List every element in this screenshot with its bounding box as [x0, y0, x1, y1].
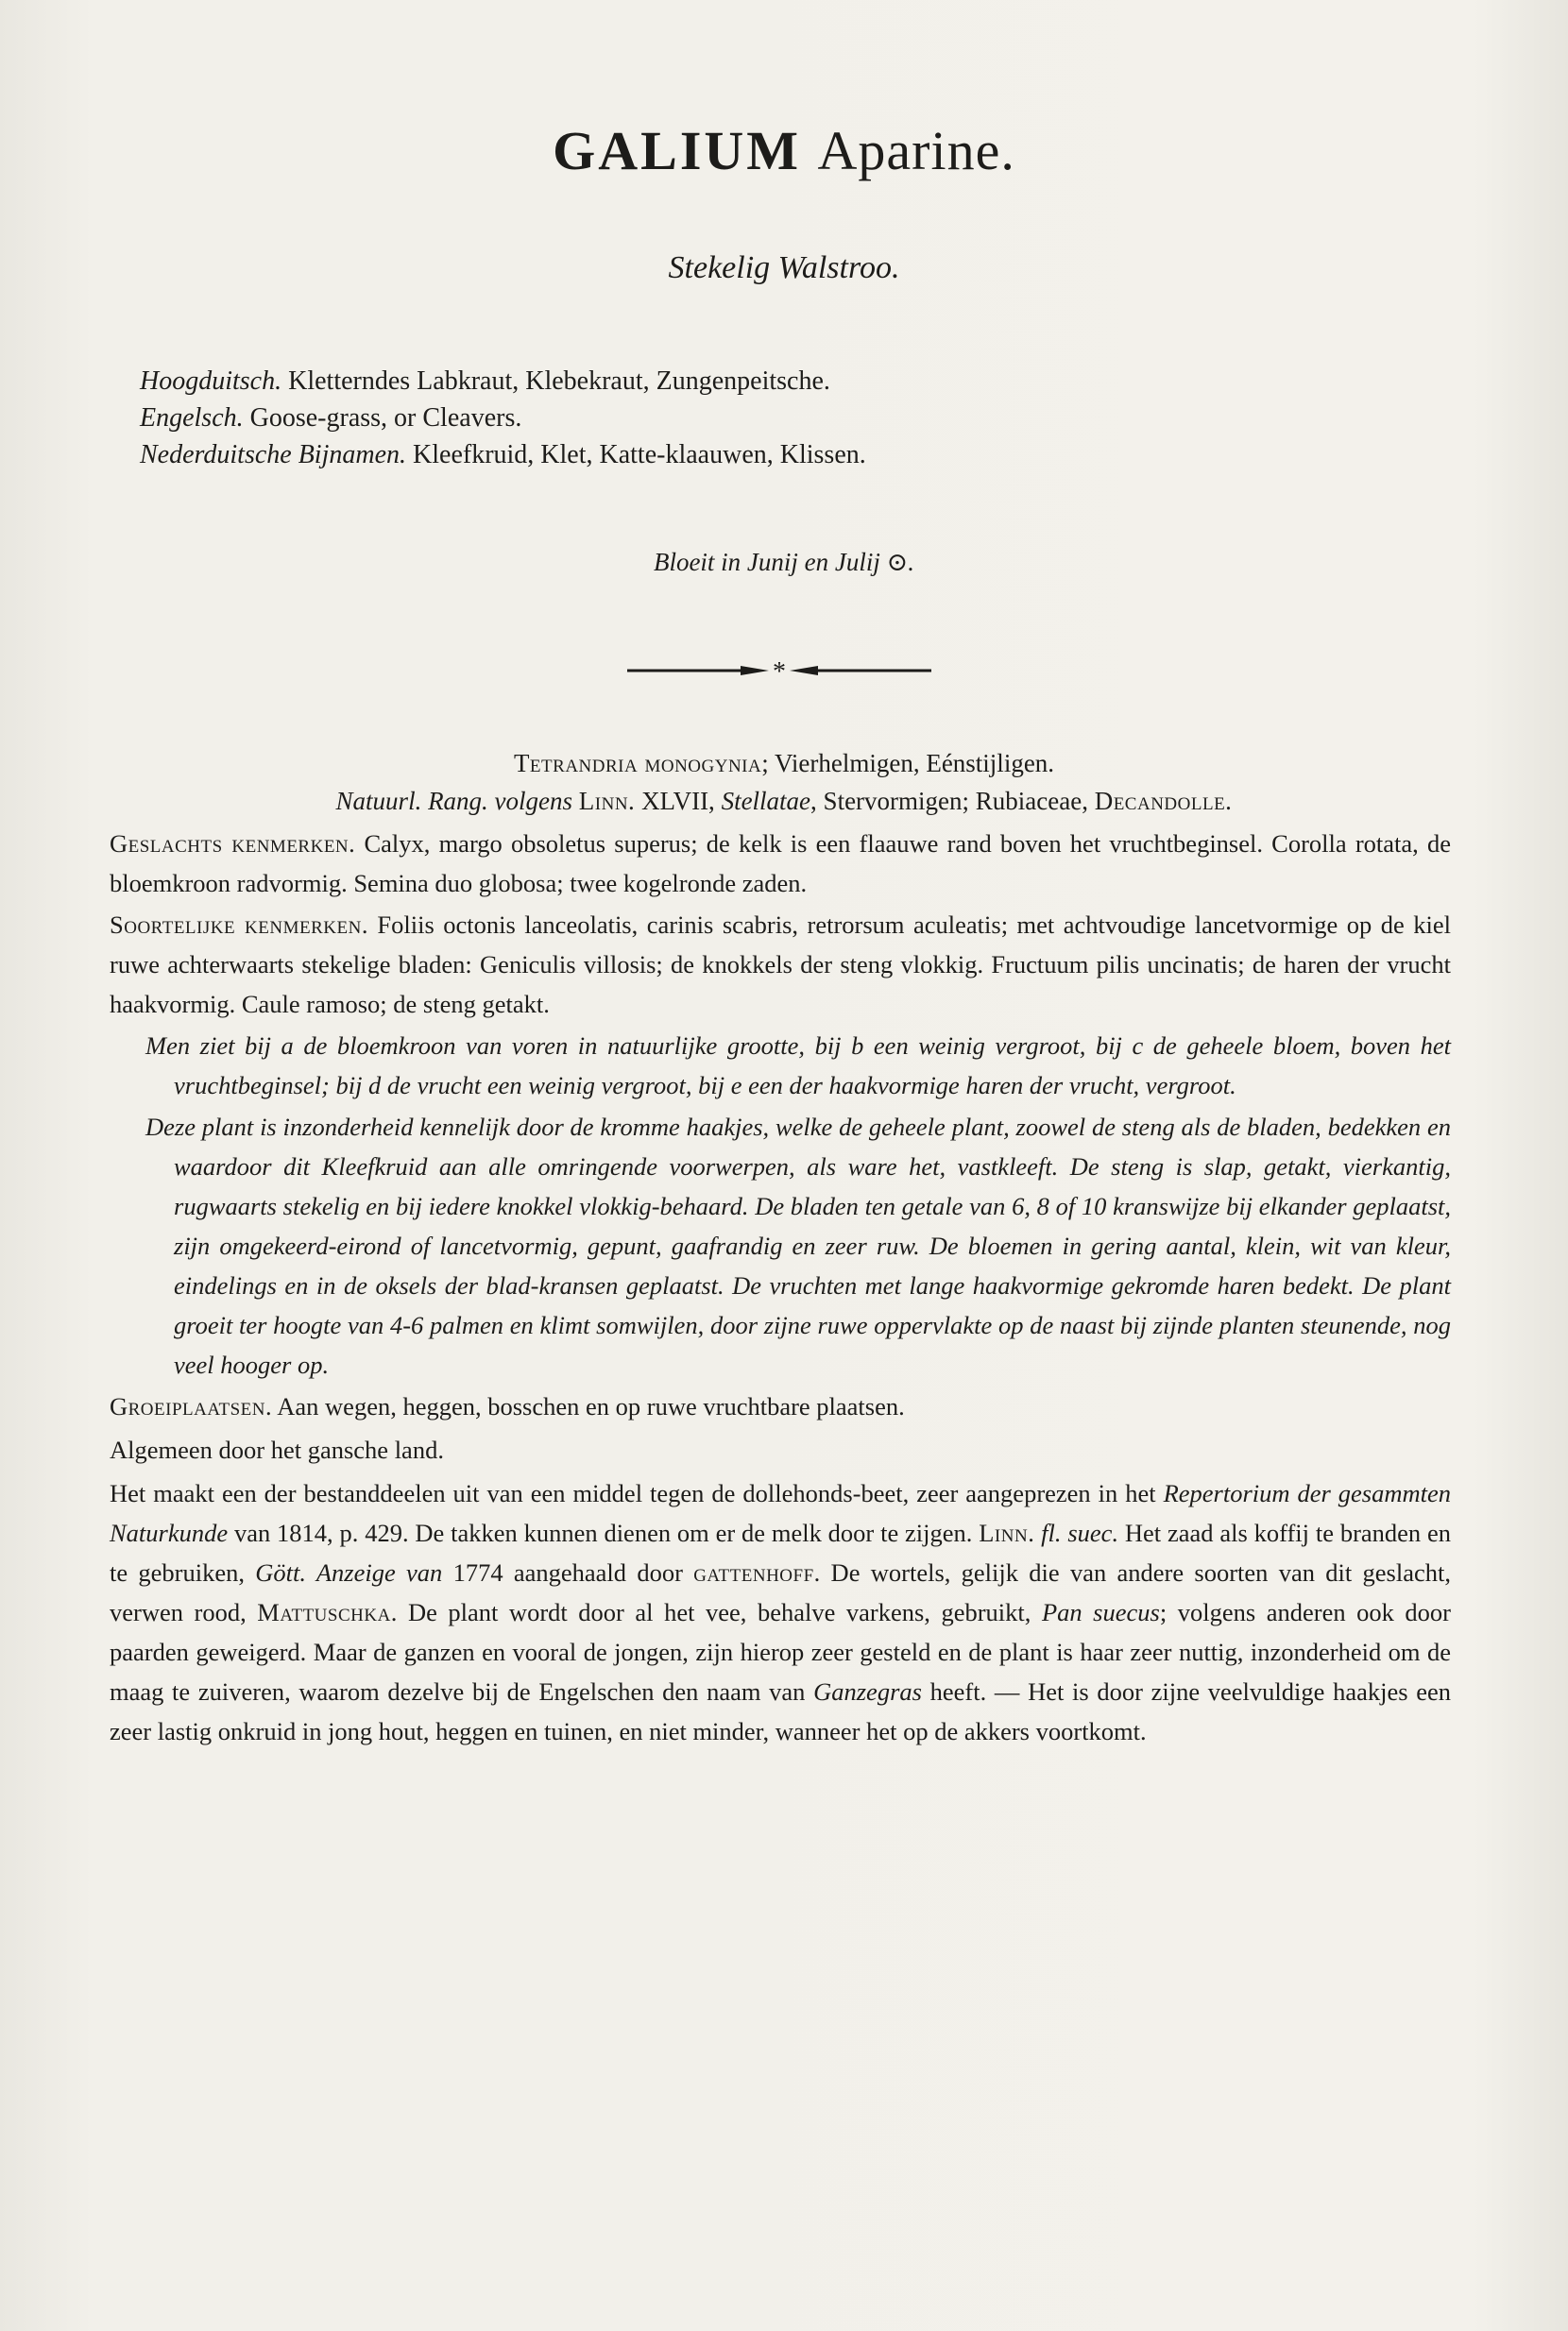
family-stellatae: Stellatae [721, 787, 811, 815]
text-run: van 1814, p. 429. De takken kunnen dienen om er de melk door te zijgen. [228, 1519, 980, 1547]
author-decandolle: Decandolle. [1094, 787, 1233, 815]
text-run: ; volgens anderen ook door paarden geweigerd. Maar de ganzen en vooral de jongen, zijn hierop zeer gesteld en de plant is haar zeer nuttig, inzonderheid om de maag te zuiveren, waarom dezelve bij de Engelschen den naam van [110, 1598, 1451, 1706]
species-characters [110, 905, 1451, 1024]
name-ganzegras: Ganzegras [813, 1677, 922, 1706]
page-title [0, 119, 1568, 182]
class-translation: ; Vierhelmigen, Eénstijligen. [761, 749, 1055, 777]
author-linn: Linn. [578, 787, 636, 815]
svg-text:*: * [773, 657, 786, 687]
section-text: Aan wegen, heggen, bosschen en op ruwe vruchtbare plaatsen. [272, 1392, 905, 1421]
genus-name: GALIUM [553, 120, 802, 181]
author-gattenhoff: gattenhoff [693, 1558, 814, 1587]
name-value: Kletterndes Labkraut, Klebekraut, Zungenpeitsche. [288, 366, 830, 396]
family-translation: , Stervormigen; Rubiaceae, [810, 787, 1095, 815]
citation-pan-suecus: Pan suecus [1041, 1598, 1160, 1626]
citation-fl-suec: fl. suec. [1034, 1519, 1119, 1547]
text-run: . De wortels, gelijk die van andere soorten van dit geslacht, verwen rood, [110, 1558, 1451, 1626]
class-name: Tetrandria monogynia [513, 749, 762, 777]
section-label: Groeiplaatsen. [110, 1392, 273, 1421]
flowering-line: Bloeit in Junij en Julij ⊙. [653, 548, 915, 576]
name-value: Kleefkruid, Klet, Katte-klaauwen, Klissen. [413, 440, 866, 469]
section-text: Foliis octonis lanceolatis, carinis scabris, retrorsum aculeatis; met achtvoudige lancetvormige op de kiel ruwe achterwaarts stekelige bladen: Geniculis villosis; de knokkels der steng vlokkig. Fructuum pilis uncinatis; de haren der vrucht haakvormig. Caule ramoso; de steng getakt. [110, 910, 1451, 1018]
text-run: Het zaad als koffij te branden en te gebruiken, [110, 1519, 1452, 1587]
common-names [140, 363, 1368, 473]
rank-label: Natuurl. Rang. volgens [335, 787, 573, 815]
text-run: Het maakt een der bestanddeelen uit van een middel tegen de dollehonds-beet, zeer aangeprezen in het [110, 1479, 1164, 1507]
name-line-dutch [140, 436, 1368, 473]
habitat [110, 1387, 1451, 1426]
uses-paragraph [110, 1473, 1451, 1751]
language-label: Nederduitsche Bijnamen. [140, 440, 407, 469]
rank-number: XLVII, [635, 787, 722, 815]
section-label: Geslachts kenmerken. [110, 829, 356, 858]
citation-gott: Gött. Anzeige van [255, 1558, 443, 1587]
author-mattuschka: Mattuschka [257, 1598, 391, 1626]
name-line-german [140, 363, 1368, 400]
species-name: Aparine. [817, 120, 1015, 181]
section-text: Calyx, margo obsoletus superus; de kelk is een flaauwe rand boven het vruchtbeginsel. Corolla rotata, de bloemkroon radvormig. Semina duo globosa; twee kogelronde zaden. [110, 829, 1451, 897]
figure-explanation: Men ziet bij a de bloemkroon van voren in natuurlijke grootte, bij b een weinig vergroot, bij c de geheele bloem, boven het vruchtbeginsel; bij d de vrucht een weinig vergroot, bij e een der haakvormige haren der vrucht, vergroot. [145, 1031, 1451, 1099]
distribution: Algemeen door het gansche land. [110, 1436, 444, 1464]
language-label: Hoogduitsch. [140, 366, 282, 396]
name-value: Goose-grass, or Cleavers. [249, 403, 522, 433]
language-label: Engelsch. [140, 403, 244, 433]
genus-characters [110, 824, 1451, 903]
ornament-divider-icon [627, 654, 931, 688]
section-label: Soortelijke kenmerken. [110, 910, 368, 939]
description-body [110, 824, 1451, 1753]
text-run: heeft. — Het is door zijne veelvuldige haakjes een zeer lastig onkruid in jong hout, heggen en tuinen, en niet minder, wanneer het op de akkers voortkomt. [110, 1677, 1451, 1745]
classification-line-1 [0, 749, 1568, 778]
name-line-english [140, 400, 1368, 436]
author-linn: Linn. [979, 1519, 1035, 1547]
text-run: 1774 aangehaald door [442, 1558, 694, 1587]
text-run: . De plant wordt door al het vee, behalve varkens, gebruikt, [390, 1598, 1042, 1626]
classification-line-2 [0, 787, 1568, 816]
citation-repertorium: Repertorium der gesammten Naturkunde [110, 1479, 1452, 1547]
plant-description: Deze plant is inzonderheid kennelijk door de kromme haakjes, welke de geheele plant, zoowel de steng als de bladen, bedekken en waardoor dit Kleefkruid aan alle omringende voorwerpen, als ware het, vastkleeft. De steng is slap, getakt, vierkantig, rugwaarts stekelig en bij iedere knokkel vlokkig-behaard. De bladen ten getale van 6, 8 of 10 kranswijze bij elkander geplaatst, zijn omgekeerd-eirond of lancetvormig, gepunt, gaafrandig en zeer ruw. De bloemen in gering aantal, klein, wit van kleur, eindelings en in de oksels der blad-kransen geplaatst. De vruchten met lange haakvormige gekromde haren bedekt. De plant groeit ter hoogte van 4-6 palmen en klimt somwijlen, door zijne ruwe oppervlakte op de naast bij zijnde planten steunende, nog veel hooger op. [145, 1113, 1451, 1379]
dutch-name: Stekelig Walstroo. [668, 250, 900, 285]
